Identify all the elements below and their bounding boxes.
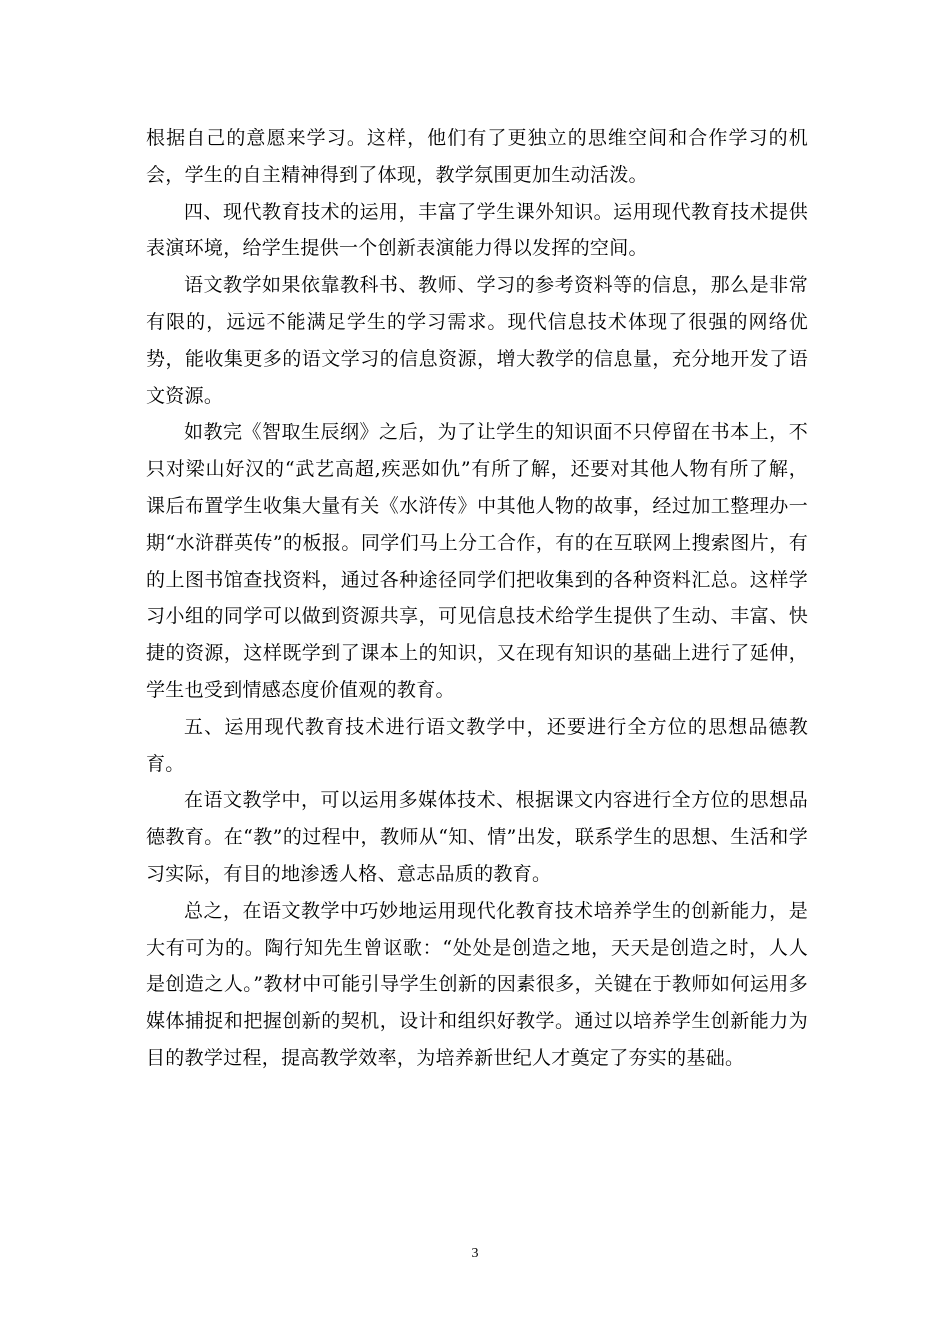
paragraph-example-water-margin: 如教完《智取生辰纲》之后，为了让学生的知识面不只停留在书本上，不只对梁山好汉的“武艺高超,疾恶如仇”有所了解，还要对其他人物有所了解，课后布置学生收集大量有关《水浒传》中其他人物的故事，经过加工整理办一期“水浒群英传”的板报。同学们马上分工合作，有的在互联网上搜索图片，有的上图书馆查找资料，通过各种途径同学们把收集到的各种资料汇总。这样学习小组的同学可以做到资源共享，可见信息技术给学生提供了生动、丰富、快捷的资源，这样既学到了课本上的知识，又在现有知识的基础上进行了延伸，学生也受到情感态度价值观的教育。 [146, 421, 808, 701]
paragraph-continuation: 根据自己的意愿来学习。这样，他们有了更独立的思维空间和合作学习的机会，学生的自主精神得到了体现，教学氛围更加生动活泼。 [146, 127, 808, 186]
paragraph-moral-education: 在语文教学中，可以运用多媒体技术、根据课文内容进行全方位的思想品德教育。在“教”的过程中，教师从“知、情”出发，联系学生的思想、生活和学习实际，有目的地渗透人格、意志品质的教育。 [146, 789, 808, 885]
page-number: 3 [471, 1246, 479, 1261]
paragraph-section-four-heading: 四、现代教育技术的运用，丰富了学生课外知识。运用现代教育技术提供表演环境，给学生提供一个创新表演能力得以发挥的空间。 [146, 200, 808, 260]
paragraph-section-five-heading: 五、运用现代教育技术进行语文教学中，还要进行全方位的思想品德教育。 [146, 715, 808, 775]
paragraph-conclusion: 总之，在语文教学中巧妙地运用现代化教育技术培养学生的创新能力，是大有可为的。陶行知先生曾讴歌：“处处是创造之地，天天是创造之时，人人是创造之人。”教材中可能引导学生创新的因素很多，关键在于教师如何运用多媒体捕捉和把握创新的契机，设计和组织好教学。通过以培养学生创新能力为目的教学过程，提高教学效率，为培养新世纪人才奠定了夯实的基础。 [146, 899, 808, 1069]
paragraph-information-resources: 语文教学如果依靠教科书、教师、学习的参考资料等的信息，那么是非常有限的，远远不能满足学生的学习需求。现代信息技术体现了很强的网络优势，能收集更多的语文学习的信息资源，增大教学的信息量，充分地开发了语文资源。 [146, 274, 808, 407]
document-body [146, 120, 808, 1077]
